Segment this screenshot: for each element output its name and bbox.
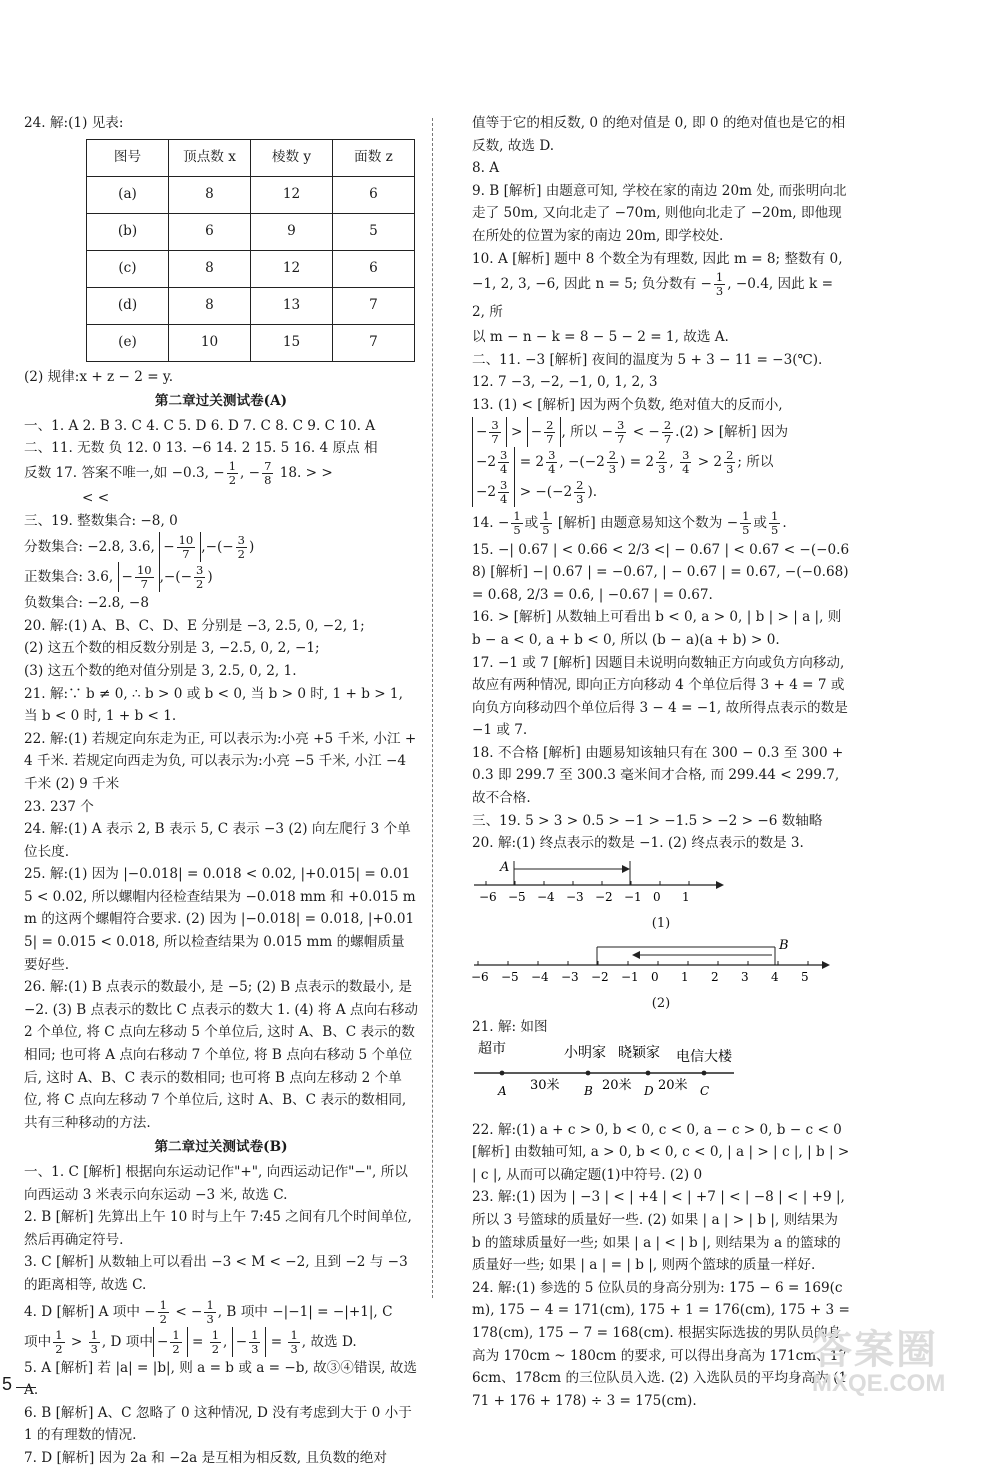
move-arrowhead: [632, 951, 640, 959]
q25: 25. 解:(1) 因为 |−0.018| = 0.018 < 0.02, |+0.015| = 0.015 < 0.02, 所以螺帽内径检查结果为 −0.018 mm 和 +0.015 mm 的这两个螺帽符合要求. (2) 因为 |−0.018| = 0.018, |+0.015| = 0.015 < 0.018, 所以检查结果为 0.015 mm 的螺帽质量要好些.: [24, 866, 416, 973]
table-row: [87, 324, 415, 361]
table-header-cell: 顶点数 x: [169, 139, 251, 176]
chapter2a-title: 第二章过关测试卷(A): [154, 393, 288, 410]
tick-label: 5: [801, 970, 809, 985]
text-segment: 分数集合: −2.8, 3.6,: [24, 539, 155, 556]
denominator: 5: [771, 522, 779, 537]
table-cell: 13: [251, 287, 333, 324]
move-arrowhead: [622, 865, 630, 873]
table-cell: (d): [87, 287, 169, 324]
q24-rule: (2) 规律:x + z − 2 = y.: [24, 368, 174, 385]
r10-line2: [472, 270, 850, 326]
sign: −: [222, 539, 234, 556]
fraction: [546, 449, 557, 476]
text-segment: , D 项中: [101, 1333, 153, 1350]
numerator: 1: [55, 1327, 63, 1342]
distance-label: 30米: [530, 1077, 560, 1093]
numerator: 1: [542, 508, 550, 523]
denominator: 2: [211, 1341, 220, 1356]
number-line-2: [472, 935, 850, 993]
b7: 7. D [解析] 因为 2a 和 −2a 是互相为相反数, 且负数的绝对: [24, 1449, 387, 1466]
denominator: 8: [264, 472, 272, 487]
tick-label: −1: [621, 970, 639, 985]
fraction: [769, 510, 780, 537]
absolute-value: − $\frac{1}{2}$: [153, 1327, 188, 1357]
r24: 24. 解:(1) 参选的 5 位队员的身高分别为: 175 − 6 = 169(cm), 175 − 4 = 171(cm), 175 + 1 = 176(cm), 175 + 3 = 178(cm), 175 − 7 = 168(cm). 根据实际选拔的男队员的身高为 170cm ~ 180cm 的要求, 可以得出身高为 171cm、176cm、178cm 的三位队员入选. (2) 入选队员的平均身高为 (171 + 176 + 178) ÷ 3 = 175(cm).: [472, 1279, 850, 1409]
denominator: 2: [55, 1341, 63, 1356]
tick-label: −4: [537, 889, 555, 904]
table-cell: 8: [169, 250, 251, 287]
sign: −: [205, 539, 217, 556]
numerator: 2: [576, 477, 584, 492]
fraction: [158, 1299, 169, 1326]
q24b: 24. 解:(1) A 表示 2, B 表示 5, C 表示 −3 (2) 向左爬行 3 个单位长度.: [24, 821, 411, 860]
positive-set: 正数集合: 3.6, − $\frac{10}{7}$ ,−(− $\frac{3}{2}$ ): [24, 563, 213, 592]
text-segment: , −0.4, 因此 k = 2, 所: [472, 276, 833, 321]
numerator: 2: [608, 447, 617, 462]
table-cell: 15: [251, 324, 333, 361]
fraction: [177, 534, 196, 561]
point-label: A: [498, 1083, 507, 1098]
point-label: C: [700, 1083, 710, 1098]
r13-line3: −2 $\frac{3}{4}$ = 2 $\frac{3}{4}$ , −(−2 $\frac{2}{3}$ ) = 2 $\frac{2}{3}$ , $\frac{3}{4}$ > 2 $\frac{2}{3}$ ; 所以: [472, 447, 850, 477]
tick-label: 0: [653, 889, 661, 904]
tick-label: −1: [624, 889, 642, 904]
fraction: [210, 1329, 221, 1356]
section-a2-line2: [24, 460, 418, 487]
route-diagram: [472, 1039, 850, 1119]
text-segment: ,: [159, 569, 164, 586]
denominator: 2: [237, 547, 245, 562]
fraction: [204, 1299, 215, 1326]
tick-label: 3: [741, 970, 749, 985]
negative-set: 负数集合: −2.8, −8: [24, 595, 149, 612]
tick-label: −2: [591, 970, 609, 985]
fraction: [574, 479, 585, 506]
table-cell: 10: [169, 324, 251, 361]
table-cell: 8: [169, 176, 251, 213]
denominator: 2: [159, 1311, 167, 1326]
text-segment: 或: [524, 514, 539, 531]
q20-line3: (3) 这五个数的绝对值分别是 3, 2.5, 0, 2, 1.: [24, 662, 297, 679]
fraction: [607, 449, 618, 476]
denominator: 3: [206, 1311, 214, 1326]
fraction: [288, 1329, 299, 1356]
absolute-value: − $\frac{1}{3}$: [232, 1327, 267, 1357]
numerator: 3: [500, 477, 508, 492]
numerator: 3: [196, 563, 204, 578]
fraction: [662, 419, 673, 446]
sign: −: [163, 539, 175, 556]
q22: 22. 解:(1) 若规定向东走为正, 可以表示为:小亮 +5 千米, 小江 +4 千米. 若规定向西走为负, 可以表示为:小亮 −5 千米, 小江 −4 千米 (2) 9 千米: [24, 730, 417, 792]
numerator: 1: [228, 458, 237, 473]
fraction: [680, 449, 691, 476]
r22: 22. 解:(1) a + c > 0, b < 0, c < 0, a − c > 0, b − c < 0 [解析] 由数轴可知, a > 0, b < 0, c < 0, | a | > | c |, | b | > | c |, 从而可以确定题(1)中符号. (2) 0: [472, 1121, 850, 1183]
numerator: 1: [206, 1297, 214, 1312]
point-label: B: [584, 1083, 593, 1098]
fraction: [540, 510, 551, 537]
numerator: 2: [658, 447, 666, 462]
numerator: 1: [211, 1327, 220, 1342]
numerator: 2: [546, 417, 554, 432]
text-segment: 正数集合: 3.6,: [24, 569, 114, 586]
denominator: 3: [90, 1341, 98, 1356]
b4: 4. D [解析] A 项中 − $\frac{1}{2}$ < − $\frac{1}{3}$ , B 项中 −|−1| = −|+1|, C 项中 $\frac{1}{2}$ > $\frac{1}{3}$ , D 项中 − $\frac{1}{2}$ = $\frac{1}{2}$ , − $\frac{1}{3}$ = $\frac{1}{3}$ , 故选 D.: [24, 1297, 393, 1356]
denominator: 3: [726, 461, 734, 476]
denominator: 3: [290, 1341, 298, 1356]
r11: 二、11. −3 [解析] 夜间的温度为 5 + 3 − 11 = −3(℃).: [472, 351, 823, 368]
fraction: [194, 564, 205, 591]
column-divider: [432, 118, 433, 1298]
place-label: 超市: [478, 1040, 506, 1057]
tick-label: −5: [508, 889, 526, 904]
table-cell: 8: [169, 287, 251, 324]
text-segment: , B 项中 −|−1| = −|+1|, C: [217, 1303, 393, 1320]
r19: 三、19. 5 > 3 > 0.5 > −1 > −1.5 > −2 > −6 数轴略: [472, 812, 823, 829]
section-a1: 一、1. A 2. B 3. C 4. C 5. D 6. D 7. C 8. C 9. C 10. A: [24, 417, 376, 434]
number-line-1-svg: [472, 855, 732, 913]
denominator: 7: [617, 431, 625, 446]
table-row: [87, 213, 415, 250]
r12: 12. 7 −3, −2, −1, 0, 1, 2, 3: [472, 374, 658, 391]
denominator: 3: [251, 1341, 259, 1356]
table-row: [87, 287, 415, 324]
axis-arrow: [716, 881, 724, 889]
b6: 6. B [解析] A、C 忽略了 0 这种情况, D 没有考虑到大于 0 小于 1 的有理数的情况.: [24, 1404, 412, 1444]
table-cell: 5: [333, 213, 415, 250]
r23: 23. 解:(1) 因为 | −3 | < | +4 | < | +7 | < | −8 | < | +9 |, 所以 3 号篮球的质量好一些. (2) 如果 | a | > | b |, 则结果为 b 的篮球质量好一些; 如果 | a | < | b |, 则结果为 a 的篮球的质量好一些; 如果 | a | = | b |, 则两个篮球的质量一样好.: [472, 1189, 845, 1274]
fraction: [740, 510, 751, 537]
sign: −: [163, 569, 176, 586]
numerator: 2: [663, 417, 672, 432]
route-svg: [472, 1039, 772, 1119]
numerator: 3: [237, 533, 245, 548]
tick-label: −6: [479, 889, 497, 904]
r21: 21. 解: 如图: [472, 1019, 548, 1036]
table-header-cell: 棱数 y: [251, 139, 333, 176]
route-point: [702, 1070, 707, 1075]
absolute-value: −2 $\frac{3}{4}$: [472, 477, 515, 507]
watermark-url: MXQE.COM: [812, 1370, 946, 1397]
numerator: 1: [742, 508, 750, 523]
fraction: [714, 271, 725, 298]
numerator: 7: [264, 458, 272, 473]
fraction: [511, 510, 522, 537]
section-a2-line1: 二、11. 无数 负 12. 0 13. −6 14. 2 15. 5 16. 4 原点 相: [24, 440, 378, 457]
tick-label: 4: [771, 970, 779, 985]
numerator: 3: [500, 447, 508, 462]
page-number: 5: [2, 1374, 13, 1394]
text-segment: 18. > >: [275, 464, 333, 481]
r18: 18. 不合格 [解析] 由题易知该轴只有在 300 − 0.3 至 300 + 0.3 即 299.7 至 300.3 毫米间才合格, 而 299.44 < 299.7, 故不合格.: [472, 744, 844, 807]
fraction: [498, 479, 509, 506]
q20-line2: (2) 这五个数的相反数分别是 3, −2.5, 0, 2, −1;: [24, 640, 320, 657]
denominator: 4: [548, 461, 556, 476]
denominator: 4: [682, 461, 690, 476]
absolute-value: [118, 562, 160, 592]
r10-line3: 以 m − n − k = 8 − 5 − 2 = 1, 故选 A.: [472, 329, 729, 346]
table-cell: 12: [251, 176, 333, 213]
r10-line1: 10. A [解析] 题中 8 个数全为有理数, 因此 m = 8; 整数有 0,: [472, 250, 843, 267]
numerator: 1: [251, 1327, 259, 1342]
table-row: [87, 250, 415, 287]
denominator: 7: [140, 577, 148, 592]
tick-label: 1: [681, 970, 689, 985]
numerator: 1: [513, 508, 521, 523]
section-a3-line1: 三、19. 整数集合: −8, 0: [24, 512, 178, 529]
text-segment: , −: [240, 464, 261, 481]
r17: 17. −1 或 7 [解析] 因题目未说明向数轴正方向或负方向移动, 故应有两种情况, 即向正方向移动 4 个单位后得 3 + 4 = 7 或向负方向移动四个单位后得 3 − 4 = −1, 故所得点表示的数是 −1 或 7.: [472, 654, 848, 739]
fraction: [236, 534, 247, 561]
table-cell: 12: [251, 250, 333, 287]
text-segment: ; 所以: [737, 453, 774, 470]
fraction: [249, 1329, 260, 1356]
r9: 9. B [解析] 由题意可知, 学校在家的南边 20m 处, 而张明向北走了 50m, 又向北走了 −70m, 则他向北走了 −20m, 即他现在所处的位置为家的南边 20m, 即学校处.: [472, 182, 847, 244]
r13-line2: − $\frac{3}{7}$ > − $\frac{2}{7}$ , 所以 − $\frac{3}{7}$ < − $\frac{2}{7}$ .(2) > [解析] 因为: [472, 417, 850, 447]
fraction: [135, 564, 154, 591]
q20-line1: 20. 解:(1) A、B、C、D、E 分别是 −3, 2.5, 0, −2, 1;: [24, 617, 365, 634]
denominator: 2: [172, 1341, 180, 1356]
denominator: 3: [576, 491, 584, 506]
denominator: 7: [663, 431, 672, 446]
text-segment: 14. −: [472, 514, 510, 531]
page-number-rule: [16, 1387, 36, 1388]
table-cell: 7: [333, 287, 415, 324]
text-segment: .(2) > [解析] 因为: [675, 423, 789, 440]
numerator: 3: [617, 417, 625, 432]
q26: 26. 解:(1) B 点表示的数最小, 是 −5; (2) B 点表示的数最小, 是 −2. (3) B 点表示的数比 C 点表示的数大 1. (4) 将 A 点向右移动 2 个单位, 将 C 点向左移动 5 个单位后, 这时 A、B、C 表示的数相同; 也可将 A 点向右移动 7 个单位, 将 B 点向右移动 5 个单位后, 这时 A、B、C 表示的数相同; 也可将 B 点向左移动 2 个单位, 将 C 点向左移动 7 个单位后, 这时 A、B、C 表示的数相同, 共有三种移动的方法.: [24, 979, 418, 1131]
numerator: 1: [90, 1327, 98, 1342]
polyhedron-table: [86, 139, 415, 362]
table-header-row: [87, 139, 415, 176]
denominator: 4: [500, 491, 508, 506]
denominator: 7: [491, 431, 499, 446]
route-point: [646, 1070, 651, 1075]
r15: 15. −| 0.67 | < 0.66 < 2/3 <| − 0.67 | < 0.67̇ < −(−0.68) [解析] −| 0.67 | = −0.67, | − 0.67 | = 0.67, −(−0.68) = 0.68, 2/3 = 0.6̇, | −0.67 | = 0.67.: [472, 541, 850, 603]
numerator: 3: [682, 447, 690, 462]
b5: 5. A [解析] 若 |a| = |b|, 则 a = b 或 a = −b, 故③④错误, 故选 A.: [24, 1359, 417, 1399]
chapter2b-title: 第二章过关测试卷(B): [154, 1139, 288, 1156]
route-point: [586, 1070, 591, 1075]
b1: 一、1. C [解析] 根据向东运动记作"+", 向西运动记作"−", 所以向西运动 3 米表示向东运动 −3 米, 故选 C.: [24, 1164, 408, 1203]
fraction: [724, 449, 735, 476]
numerator: 10: [136, 563, 152, 578]
numerator: 1: [715, 270, 724, 285]
fraction-set: 分数集合: −2.8, 3.6, − $\frac{10}{7}$ ,−(− $\frac{3}{2}$ ): [24, 533, 255, 562]
text-segment: 4. D [解析] A 项中 −: [24, 1303, 156, 1320]
table-cell: (c): [87, 250, 169, 287]
axis-arrow: [822, 961, 830, 969]
denominator: 3: [608, 461, 617, 476]
right-column: [472, 112, 850, 1412]
numerator: 3: [548, 447, 556, 462]
text-segment: 反数 17. 答案不唯一,如 −0.3, −: [24, 464, 225, 481]
watermark-logo: [812, 1318, 992, 1398]
r13-line4: −2 $\frac{3}{4}$ > −(−2 $\frac{2}{3}$ ).: [472, 477, 850, 507]
denominator: 3: [715, 284, 724, 299]
text-segment: ,: [201, 539, 206, 556]
denominator: 5: [513, 522, 521, 537]
r14: 14. − $\frac{1}{5}$ 或 $\frac{1}{5}$ [解析] 由题意易知这个数为 − $\frac{1}{5}$ 或 $\frac{1}{5}$ .: [472, 508, 787, 537]
numerator: 1: [172, 1327, 180, 1342]
fraction: [262, 460, 273, 487]
number-line-2-svg: [472, 935, 832, 993]
tick-label: −3: [561, 970, 579, 985]
r13-line1: 13. (1) < [解析] 因为两个负数, 绝对值大的反而小,: [472, 396, 783, 413]
sign: −: [180, 569, 192, 586]
table-header-cell: 面数 z: [333, 139, 415, 176]
fraction: [489, 419, 500, 446]
left-column: [24, 112, 418, 1470]
tick-label: −4: [531, 970, 549, 985]
fraction: [544, 419, 555, 446]
r1: 值等于它的相反数, 0 的绝对值是 0, 即 0 的绝对值也是它的相反数, 故选 D.: [472, 115, 846, 154]
numerator: 1: [771, 508, 779, 523]
fraction: [227, 460, 238, 487]
denominator: 2: [196, 577, 204, 592]
fraction: [498, 449, 509, 476]
text-segment: 项中: [24, 1333, 52, 1350]
numerator: 2: [726, 447, 734, 462]
figure-caption-2: (2): [651, 996, 671, 1012]
fraction: [170, 1329, 181, 1356]
table-cell: 6: [333, 250, 415, 287]
text-segment: < −: [171, 1303, 203, 1320]
tick-label: −5: [501, 970, 519, 985]
watermark-main: 答案圈: [812, 1328, 938, 1372]
tick-label: 1: [682, 889, 690, 904]
denominator: 7: [182, 547, 190, 562]
table-cell: 7: [333, 324, 415, 361]
q24-title: 24. 解:(1) 见表:: [24, 115, 124, 131]
absolute-value: − $\frac{2}{7}$: [527, 417, 562, 447]
absolute-value: − $\frac{3}{7}$: [472, 417, 507, 447]
q23: 23. 237 个: [24, 798, 94, 815]
denominator: 4: [500, 461, 508, 476]
numerator: 1: [159, 1297, 167, 1312]
table-cell: 6: [169, 213, 251, 250]
tick-label: −6: [471, 970, 489, 985]
r8: 8. A: [472, 160, 500, 177]
table-header-cell: 图号: [87, 139, 169, 176]
figure-caption-1: (1): [651, 915, 671, 931]
text-segment: 或: [753, 514, 768, 531]
tick-label: −2: [595, 889, 613, 904]
b2: 2. B [解析] 先算出上午 10 时与上午 7:45 之间有几个时间单位, 然后再确定符号.: [24, 1209, 412, 1248]
place-label: 晓颖家: [618, 1044, 660, 1061]
point-label: D: [644, 1083, 654, 1098]
table-cell: (b): [87, 213, 169, 250]
table-cell: 9: [251, 213, 333, 250]
point-label-a: A: [500, 859, 510, 875]
distance-label: 20米: [602, 1077, 632, 1093]
route-point: [500, 1070, 505, 1075]
denominator: 7: [546, 431, 554, 446]
r16: 16. > [解析] 从数轴上可看出 b < 0, a > 0, | b | > | a |, 则 b − a < 0, a + b < 0, 所以 (b − a)(a + b) > 0.: [472, 609, 842, 648]
absolute-value: −2 $\frac{3}{4}$: [472, 447, 515, 477]
denominator: 5: [542, 522, 550, 537]
tick-label: 2: [711, 970, 719, 985]
text-segment: −1, 2, 3, −6, 因此 n = 5; 负分数有 −: [472, 276, 712, 293]
denominator: 3: [658, 461, 666, 476]
place-label: 电信大楼: [676, 1048, 732, 1065]
place-label: 小明家: [564, 1044, 606, 1061]
text-segment: , 所以: [561, 423, 598, 440]
q21: 21. 解:∵ b ≠ 0, ∴ b > 0 或 b < 0, 当 b > 0 时, 1 + b > 1, 当 b < 0 时, 1 + b < 1.: [24, 685, 403, 725]
point-label-b: B: [779, 938, 789, 954]
fraction: [615, 419, 626, 446]
sign: −: [121, 569, 133, 586]
fraction: [656, 449, 667, 476]
table-cell: 6: [333, 176, 415, 213]
numerator: 3: [491, 417, 499, 432]
denominator: 5: [742, 522, 750, 537]
tick-label: 0: [651, 970, 659, 985]
distance-label: 20米: [658, 1077, 688, 1093]
table-cell: (a): [87, 176, 169, 213]
r20: 20. 解:(1) 终点表示的数是 −1. (2) 终点表示的数是 3.: [472, 835, 804, 852]
tick-label: −3: [566, 889, 584, 904]
numerator: 1: [290, 1327, 298, 1342]
section-a2-line3: < <: [82, 489, 110, 506]
numerator: 10: [178, 533, 194, 548]
text-segment: , 故选 D.: [301, 1333, 357, 1350]
table-cell: (e): [87, 324, 169, 361]
text-segment: [解析] 由题意易知这个数为: [553, 514, 723, 531]
fraction: [89, 1329, 100, 1356]
number-line-1: [472, 855, 850, 913]
table-row: [87, 176, 415, 213]
fraction: [53, 1329, 64, 1356]
b3: 3. C [解析] 从数轴上可以看出 −3 < M < −2, 且到 −2 与 −3 的距离相等, 故选 C.: [24, 1254, 408, 1293]
absolute-value: [159, 532, 201, 562]
denominator: 2: [228, 472, 237, 487]
